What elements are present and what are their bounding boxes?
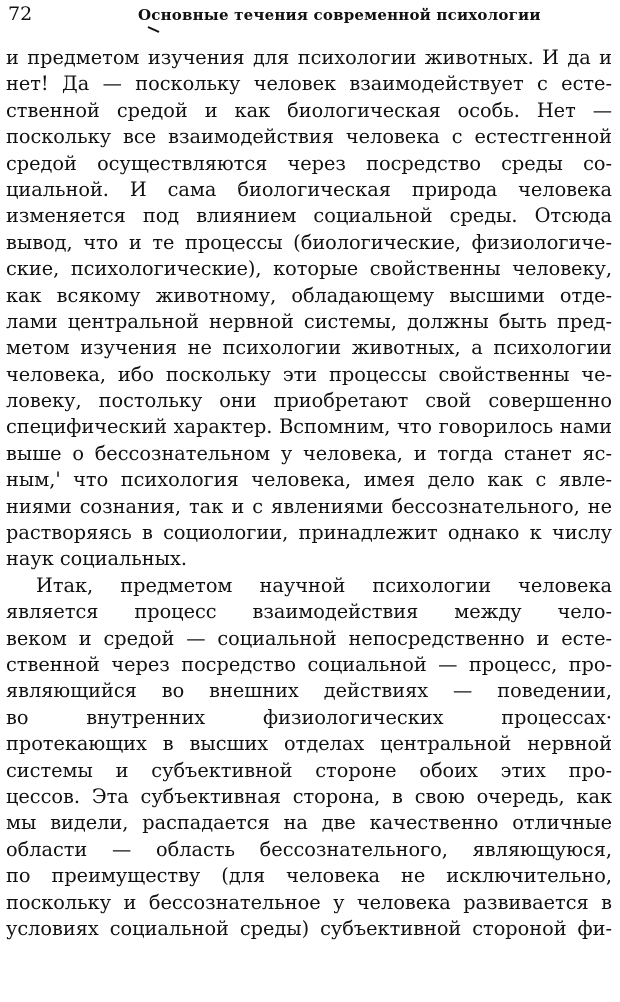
- text-line: ские, психологические), которые свойственны человеку,: [6, 257, 612, 281]
- text-line: выше о бессознательном у человека, и тогда станет яс-: [6, 441, 612, 465]
- text-line: поскольку и бессознательное у человека развивается в: [6, 890, 612, 914]
- text-line: наук социальных.: [6, 547, 187, 571]
- text-line: являющийся во внешних действиях — поведении,: [6, 679, 612, 703]
- text-line: как всякому животному, обладающему высшими отде-: [6, 283, 612, 307]
- text-line: ным,' что психология человека, имея дело как с явле-: [6, 468, 612, 492]
- text-line: нет! Да — поскольку человек взаимодействует с есте-: [6, 72, 612, 96]
- text-line: вывод, что и те процессы (биологические, физиологиче-: [6, 230, 612, 254]
- text-line: условиях социальной среды) субъективной стороной фи-: [6, 916, 612, 940]
- text-line: по преимуществу (для человека не исключительно,: [6, 864, 612, 888]
- text-line: средой осуществляются через посредство среды со-: [6, 151, 612, 175]
- text-line: является процесс взаимодействия между чело-: [6, 600, 612, 624]
- text-line: ниями сознания, так и с явлениями бессознательного, не: [6, 494, 612, 518]
- text-line: растворяясь в социологии, принадлежит однако к числу: [6, 521, 612, 545]
- text-line: системы и субъективной стороне обоих этих про-: [6, 758, 612, 782]
- text-line: циальной. И сама биологическая природа человека: [6, 177, 612, 201]
- paragraph-1: [6, 45, 612, 573]
- text-line: во внутренних физиологических процессах·: [6, 705, 612, 729]
- body-text: [6, 45, 612, 942]
- text-line: ловеку, постольку они приобретают свой совершенно: [6, 389, 612, 413]
- text-line: ственной через посредство социальной — процесс, про-: [6, 652, 612, 676]
- text-line: специфический характер. Вспомним, что говорилось нами: [6, 415, 612, 439]
- text-line: лами центральной нервной системы, должны быть пред-: [6, 309, 612, 333]
- text-line: изменяется под влиянием социальной среды. Отсюда: [6, 204, 612, 228]
- text-line: Итак, предметом научной психологии человека: [36, 573, 612, 597]
- text-line: поскольку все взаимодействия человека с естестгенной: [6, 125, 612, 149]
- text-line: веком и средой — социальной непосредственно и есте-: [6, 626, 612, 650]
- text-line: мы видели, распадается на две качественно отличные: [6, 811, 612, 835]
- running-head: Основные течения современной психологии: [138, 6, 541, 24]
- text-line: области — область бессознательного, являющуюся,: [6, 837, 612, 861]
- page-number: 72: [8, 3, 33, 25]
- text-line: метом изучения не психологии животных, а психологии: [6, 336, 612, 360]
- text-line: протекающих в высших отделах центральной нервной: [6, 732, 612, 756]
- text-line: человека, ибо поскольку эти процессы свойственны че-: [6, 362, 612, 386]
- print-mark: [147, 26, 161, 34]
- paragraph-2: [6, 573, 612, 942]
- text-line: цессов. Эта субъективная сторона, в свою очередь, как: [6, 784, 612, 808]
- text-line: ственной средой и как биологическая особь. Нет —: [6, 98, 612, 122]
- text-line: и предметом изучения для психологии животных. И да и: [6, 46, 612, 69]
